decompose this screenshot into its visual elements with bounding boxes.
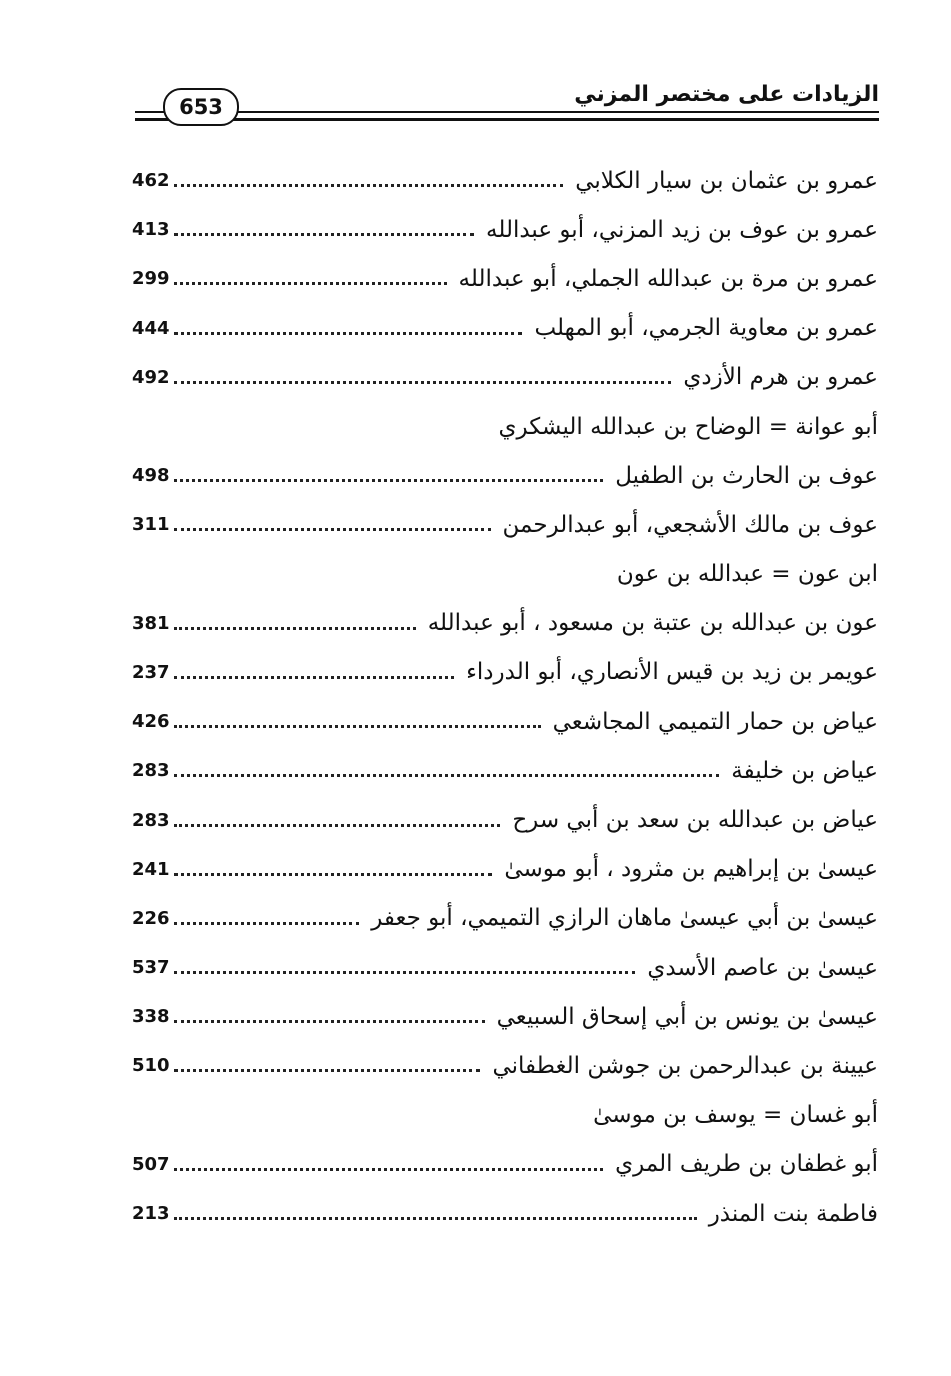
entry-name: عياض بن خليفة (731, 757, 878, 784)
entry-name: عياض بن عبدالله بن سعد بن أبي سرح (512, 807, 878, 834)
running-title: الزيادات على مختصر المزني (574, 82, 879, 107)
entry-name: عمرو بن مرة بن عبدالله الجملي، أبو عبدالله (458, 265, 878, 292)
entry-page-number: 381 (132, 612, 170, 634)
index-entry (132, 205, 878, 254)
entry-page-number: 241 (132, 858, 170, 880)
dot-leader (174, 184, 564, 187)
entry-page-number: 413 (132, 219, 170, 241)
entry-page-number: 299 (132, 268, 170, 290)
entry-name: أبو عوانة = الوضاح بن عبدالله اليشكري (498, 413, 878, 440)
entry-page-number: 426 (132, 711, 170, 733)
index-entry (132, 648, 878, 697)
dot-leader (174, 627, 416, 630)
entry-name: عيسىٰ بن إبراهيم بن مثرود ، أبو موسىٰ (504, 856, 878, 883)
index-entry (132, 992, 878, 1041)
dot-leader (174, 1020, 485, 1023)
index-entry (132, 1189, 878, 1238)
dot-leader (174, 873, 493, 876)
entry-name: عمرو بن عوف بن زيد المزني، أبو عبدالله (486, 216, 878, 243)
entry-page-number: 498 (132, 465, 170, 487)
page-header (0, 0, 951, 140)
dot-leader (174, 1168, 604, 1171)
dot-leader (174, 381, 672, 384)
index-entry (132, 254, 878, 303)
entry-name: ابن عون = عبدالله بن عون (616, 561, 878, 588)
entry-name: عيسىٰ بن أبي عيسىٰ ماهان الرازي التميمي، أبو جعفر (371, 905, 878, 932)
index-entry (132, 1041, 878, 1090)
entry-name: عيسىٰ بن يونس بن أبي إسحاق السبيعي (496, 1003, 878, 1030)
entry-page-number: 283 (132, 809, 170, 831)
dot-leader (174, 528, 491, 531)
index-entry (132, 451, 878, 500)
index-entry (132, 746, 878, 795)
entry-page-number: 338 (132, 1006, 170, 1028)
index-entry (132, 1140, 878, 1189)
index-entry (132, 500, 878, 549)
entry-name: أبو غسان = يوسف بن موسىٰ (593, 1102, 878, 1129)
entry-page-number: 507 (132, 1153, 170, 1175)
cross-reference-entry (132, 402, 878, 451)
entry-page-number: 283 (132, 760, 170, 782)
entry-name: عيينة بن عبدالرحمن بن جوشن الغطفاني (492, 1052, 878, 1079)
dot-leader (174, 332, 523, 335)
page-number-badge: 653 (163, 88, 239, 126)
entry-name: عمرو بن معاوية الجرمي، أبو المهلب (534, 315, 878, 342)
entry-page-number: 462 (132, 170, 170, 192)
dot-leader (174, 1217, 697, 1220)
entry-name: أبو غطفان بن طريف المري (615, 1151, 878, 1178)
entry-name: عوف بن الحارث بن الطفيل (615, 462, 878, 489)
index-entry (132, 599, 878, 648)
dot-leader (174, 479, 604, 482)
index-list (132, 156, 878, 1238)
entry-page-number: 311 (132, 514, 170, 536)
index-entry (132, 353, 878, 402)
cross-reference-entry (132, 1091, 878, 1140)
dot-leader (174, 282, 447, 285)
entry-name: عويمر بن زيد بن قيس الأنصاري، أبو الدرداء (466, 659, 878, 686)
entry-name: عوف بن مالك الأشجعي، أبو عبدالرحمن (502, 511, 878, 538)
index-entry (132, 943, 878, 992)
entry-page-number: 510 (132, 1055, 170, 1077)
dot-leader (174, 233, 474, 236)
entry-page-number: 492 (132, 366, 170, 388)
entry-name: عمرو بن هرم الأزدي (683, 364, 878, 391)
dot-leader (174, 676, 454, 679)
entry-page-number: 226 (132, 907, 170, 929)
entry-name: عيسىٰ بن عاصم الأسدي (647, 954, 878, 981)
entry-name: فاطمة بنت المنذر (708, 1200, 878, 1227)
entry-page-number: 213 (132, 1203, 170, 1225)
index-entry (132, 894, 878, 943)
dot-leader (174, 725, 541, 728)
dot-leader (174, 824, 501, 827)
index-entry (132, 156, 878, 205)
entry-page-number: 444 (132, 317, 170, 339)
dot-leader (174, 774, 720, 777)
index-entry (132, 304, 878, 353)
dot-leader (174, 1069, 481, 1072)
index-entry (132, 697, 878, 746)
entry-name: عياض بن حمار التميمي المجاشعي (552, 708, 878, 735)
entry-name: عمرو بن عثمان بن سيار الكلابي (575, 167, 878, 194)
dot-leader (174, 971, 636, 974)
index-entry (132, 795, 878, 844)
dot-leader (174, 922, 360, 925)
entry-page-number: 237 (132, 661, 170, 683)
entry-name: عون بن عبدالله بن عتبة بن مسعود ، أبو عبدالله (427, 610, 878, 637)
entry-page-number: 537 (132, 957, 170, 979)
header-rule (135, 111, 879, 113)
header-rule-thick (135, 118, 879, 121)
cross-reference-entry (132, 550, 878, 599)
index-entry (132, 845, 878, 894)
